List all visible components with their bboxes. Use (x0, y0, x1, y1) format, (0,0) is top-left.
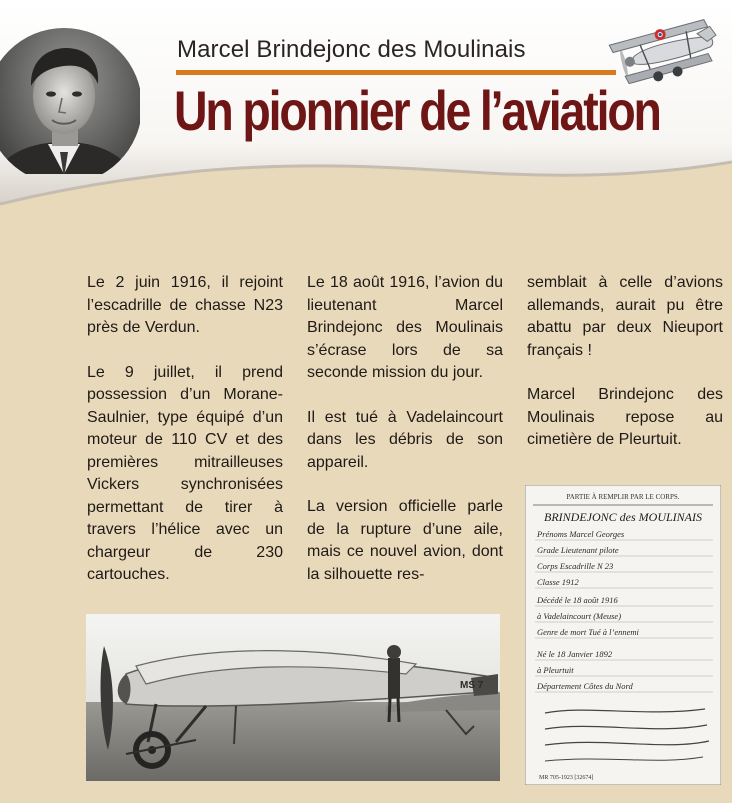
paragraph: Le 18 août 1916, l’avion du lieutenant Marcel Brindejonc des Moulinais s’écrase lors de sa seconde mission du jour. (307, 274, 503, 381)
paragraph: semblait à celle d’avions allemands, aurait pu être abattu par deux Nieuport français ! (527, 274, 723, 359)
text-column-3 (527, 272, 723, 474)
text-column-2 (307, 272, 503, 608)
document-name: BRINDEJONC des MOULINAIS (544, 510, 702, 524)
document-line: Décédé le 18 août 1916 (537, 595, 618, 605)
text-column-1 (87, 272, 283, 609)
document-line: Grade Lieutenant pilote (537, 545, 619, 555)
paragraph: Marcel Brindejonc des Moulinais repose au cimetière de Pleurtuit. (527, 386, 723, 448)
document-header-line: PARTIE À REMPLIR PAR LE CORPS. (566, 493, 680, 501)
document-line: Département Côtes du Nord (537, 681, 633, 691)
paragraph: Le 9 juillet, il prend possession d’un Morane-Saulnier, type équipé d’un moteur de 110 CV et des premières mitrailleuses Vickers synchronisées permettant de tirer à travers l’hélice avec un chargeur de 230 cartouches. (87, 363, 283, 583)
paragraph: Le 2 juin 1916, il rejoint l’escadrille de chasse N23 près de Verdun. (87, 274, 283, 336)
document-line: Corps Escadrille N 23 (537, 561, 614, 571)
subtitle: Marcel Brindejonc des Moulinais (177, 36, 526, 63)
paragraph: Il est tué à Vadelaincourt dans les débris de son appareil. (307, 408, 503, 471)
document-line: Genre de mort Tué à l’ennemi (537, 627, 639, 637)
document-line: Prénoms Marcel Georges (537, 529, 625, 539)
document-line: à Vadelaincourt (Meuse) (537, 611, 622, 621)
document-footer: MR 705-1923 [32674] (539, 775, 594, 781)
svg-text:MS 7: MS 7 (460, 680, 484, 691)
paragraph: La version officielle parle de la rupture d’une aile, mais ce nouvel avion, dont la silhouette res- (307, 498, 503, 583)
document-line: Classe 1912 (537, 577, 579, 587)
portrait-photo (0, 14, 140, 174)
document-line: Né le 18 Janvier 1892 (537, 649, 613, 659)
document-line: à Pleurtuit (537, 665, 574, 675)
page-title: Un pionnier de l’aviation (174, 79, 660, 142)
death-record-document (525, 485, 721, 785)
divider-rule (176, 70, 616, 75)
airplane-photo (86, 614, 500, 781)
